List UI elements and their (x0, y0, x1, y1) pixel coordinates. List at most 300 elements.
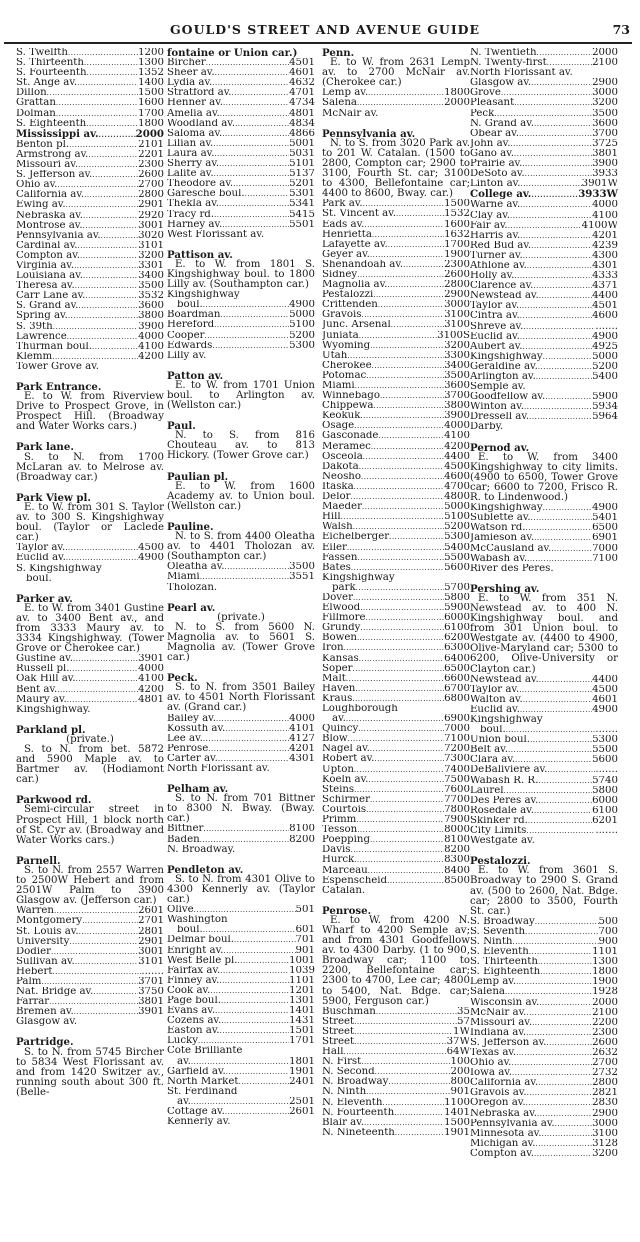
house-number: 601 (295, 925, 315, 936)
cross-street-name: Spring av. (16, 311, 68, 322)
cross-street-name: Wabash av. (470, 553, 528, 564)
house-number: 2800 (592, 1078, 618, 1089)
cross-street-name: av. (177, 1056, 191, 1067)
street-entry (167, 421, 315, 461)
street-entry (322, 48, 470, 119)
cross-street-row (16, 906, 164, 916)
leader-dots (200, 572, 289, 582)
cross-street-row (322, 765, 470, 775)
house-number: 57 (457, 1016, 470, 1027)
street-name: Parnell. (16, 854, 61, 867)
cross-street-name: Kossuth av. (167, 723, 226, 734)
cross-street-name: Neosho (322, 471, 361, 482)
cross-street-row (167, 744, 315, 754)
leader-dots (361, 1057, 450, 1067)
house-number: 3900 (138, 321, 164, 332)
leader-dots (395, 1128, 444, 1138)
leader-dots (80, 251, 138, 261)
leader-dots (535, 1139, 592, 1149)
house-number: 3200 (592, 1148, 618, 1159)
leader-dots (516, 977, 592, 987)
house-number: 2632 (592, 1048, 618, 1058)
cross-street-name: Mississippi av. (16, 128, 99, 140)
leader-dots (503, 422, 618, 432)
cross-street-name: Salena (470, 987, 505, 998)
cross-street-row (470, 1048, 618, 1058)
leader-dots (539, 675, 592, 685)
cross-street-name: N. Fourteenth (322, 1107, 395, 1118)
cross-street-name: Ohio av. (470, 1058, 512, 1069)
cross-street-name: Palm (16, 976, 42, 987)
house-number: 3933 (592, 169, 618, 180)
cross-street-row (16, 221, 164, 231)
cross-street-row (16, 200, 164, 210)
house-number: 3801 (138, 997, 164, 1008)
street-entry (322, 906, 470, 1138)
cross-street-row (322, 805, 470, 815)
cross-street-row (470, 513, 618, 523)
house-number: 4301 (289, 753, 315, 764)
cross-street-name: Des Peres av. (470, 795, 539, 806)
cross-street-row (16, 211, 164, 221)
house-number: 2100 (592, 58, 618, 69)
cross-street-name: Eiler (322, 542, 347, 553)
cross-street-name: boul. (177, 300, 203, 311)
leader-dots (222, 129, 289, 139)
house-number: 4900 (289, 300, 315, 311)
leader-dots (67, 332, 138, 342)
leader-dots (547, 58, 592, 68)
cross-street-name: Osceola (322, 451, 363, 462)
cross-street-name: Benton pl. (16, 139, 70, 150)
leader-dots (531, 513, 592, 523)
cross-street-name: Shenandoah av. (322, 259, 404, 270)
cross-street-row (167, 824, 315, 834)
cross-street-row (322, 442, 470, 452)
cross-street-row (322, 886, 470, 896)
cross-street-row (16, 916, 164, 926)
street-name: Penrose. (322, 904, 372, 917)
leader-dots (101, 231, 138, 241)
leader-dots (51, 947, 138, 957)
cross-street-row (167, 189, 315, 199)
house-number: 4400 (592, 674, 618, 685)
house-number: 1800 (444, 88, 470, 99)
house-number: 3400 (138, 271, 164, 282)
cross-street-name: Cardinal av. (16, 240, 78, 251)
leader-dots (355, 684, 444, 694)
house-number: 2800 (138, 190, 164, 201)
house-number: 4201 (289, 743, 315, 754)
cross-street-name: Fair av. (470, 220, 508, 231)
leader-dots (354, 1037, 446, 1047)
cross-street-name: Saloma av. (167, 128, 223, 139)
cross-street-name: Kingshighway. (16, 704, 91, 715)
cross-street-row (470, 564, 618, 574)
cross-street-row (470, 998, 618, 1008)
cross-street-row (167, 199, 315, 209)
cross-street-row (470, 1149, 618, 1159)
leader-dots (240, 290, 315, 300)
leader-dots (504, 786, 593, 796)
street-name: Patton av. (167, 369, 224, 382)
cross-street-row (167, 310, 315, 320)
cross-street-name: S. Jefferson av. (16, 170, 93, 181)
cross-street-name: Wisconsin av. (470, 997, 540, 1008)
cross-street-name: Lawrence (16, 331, 67, 342)
leader-dots (238, 1077, 289, 1087)
cross-street-name: Elwood (322, 603, 361, 614)
house-number: 6100 (592, 805, 618, 816)
leader-dots (346, 674, 444, 684)
house-number: 900 (598, 936, 618, 947)
street-description: S. to N. from 4301 Olive to 4300 Kennerly av. (Taylor car.) (167, 873, 315, 906)
leader-dots (347, 543, 444, 553)
cross-street-row (16, 68, 164, 78)
house-number: 4100 (592, 210, 618, 221)
cross-street-name: Pennsylvania av. (470, 1118, 555, 1129)
leader-dots (220, 1026, 289, 1036)
leader-dots (391, 320, 444, 330)
house-number: 8100 (289, 824, 315, 835)
leader-dots (519, 301, 592, 311)
leader-dots (52, 574, 164, 584)
cross-street-name: Sublette av. (470, 513, 531, 524)
cross-street-row (16, 231, 164, 241)
cross-street-row (322, 785, 470, 795)
leader-dots (198, 1036, 289, 1046)
cross-street-row (322, 209, 470, 219)
house-number: 4000 (592, 200, 618, 211)
house-number: 2000 (592, 997, 618, 1008)
cross-street-name: Texas av. (470, 1048, 517, 1058)
cross-street-row (470, 169, 618, 179)
cross-street-name: Taylor av. (16, 543, 66, 554)
house-number: 2801 (138, 926, 164, 937)
leader-dots (359, 462, 444, 472)
cross-street-name: Garesche boul. (167, 189, 245, 200)
leader-dots (538, 1078, 592, 1088)
street-name: Parker av. (16, 592, 73, 605)
cross-street-name: Henrietta (322, 229, 372, 240)
street-name: Peck. (167, 672, 198, 685)
leader-dots (356, 583, 444, 593)
leader-dots (225, 562, 290, 572)
cross-street-row (322, 603, 470, 613)
house-number: 901 (295, 945, 315, 956)
cross-street-row (167, 583, 315, 593)
cross-street-row (16, 301, 164, 311)
house-number: 5137 (289, 169, 315, 180)
cross-street-name: S. Jefferson av. (470, 1037, 547, 1048)
house-number: 1600 (444, 219, 470, 230)
cross-street-name: Fassen (322, 552, 358, 563)
house-number: 5400 (444, 542, 470, 553)
house-number: 2201 (138, 149, 164, 160)
house-number: 3500 (138, 281, 164, 292)
house-number: 4100 (444, 431, 470, 442)
house-number: 1W (453, 1026, 470, 1037)
house-number: 100 (450, 1057, 470, 1068)
street-entry (470, 443, 618, 574)
house-number: 5300 (444, 532, 470, 543)
house-number: 4400 (444, 451, 470, 462)
cross-street-name: Rosedale av. (470, 805, 535, 816)
leader-dots (543, 503, 592, 513)
cross-street-name: Theresa av. (16, 281, 75, 292)
cross-street-name: Bates (322, 562, 351, 573)
street-entry (16, 594, 164, 715)
cross-street-name: Farrar (16, 997, 50, 1008)
cross-street-row (167, 562, 315, 572)
column-4 (470, 48, 618, 1159)
house-number: 3801 (592, 148, 618, 159)
leader-dots (346, 714, 444, 724)
house-number: 8400 (444, 865, 470, 876)
cross-street-name: Eads av. (322, 219, 365, 230)
cross-street-row (470, 261, 618, 271)
cross-street-row (322, 391, 470, 401)
leader-dots (514, 98, 592, 108)
cross-street-row (470, 796, 618, 806)
street-entry (470, 856, 618, 1159)
street-name: Penn. (322, 47, 355, 59)
house-number: 5000 (289, 310, 315, 321)
street-description: E. to W. from 1701 Union boul. to Arlington av. (Wellston car.) (167, 379, 315, 412)
cross-street-row (167, 915, 315, 925)
leader-dots (215, 1006, 289, 1016)
leader-dots (395, 573, 470, 583)
street-name: Pauline. (167, 520, 214, 533)
page-header (0, 22, 640, 42)
cross-street-row (322, 482, 470, 492)
cross-street-name: Theodore av. (167, 179, 234, 190)
leader-dots (219, 976, 289, 986)
house-number: 4900 (592, 503, 618, 514)
cross-street-name: Cottage av. (167, 1107, 225, 1117)
cross-street-name: Park av. (322, 199, 363, 210)
cross-street-name: Stratford av. (167, 88, 232, 99)
leader-dots (57, 180, 138, 190)
cross-street-name: Crittenden (322, 300, 378, 311)
cross-street-name: N. Second (322, 1067, 375, 1078)
cross-street-row (167, 300, 315, 310)
cross-street-row (470, 947, 618, 957)
cross-street-name: S. Kingshighway (16, 563, 102, 574)
cross-street-name: Gustine av. (16, 654, 73, 665)
cross-street-row (470, 412, 618, 422)
leader-dots (523, 251, 592, 261)
leader-dots (370, 250, 444, 260)
leader-dots (356, 815, 444, 825)
cross-street-name: St. Louis av. (16, 926, 79, 937)
cross-street-row (167, 714, 315, 724)
leader-dots (353, 593, 444, 603)
house-number: 3000 (592, 88, 618, 99)
cross-street-name: Laurel (470, 785, 504, 796)
leader-dots (389, 532, 444, 542)
house-number: 1200 (138, 48, 164, 58)
cross-street-name: Jamieson av. (470, 533, 535, 544)
house-number: 1532 (444, 209, 470, 220)
cross-street-name: Gravois (322, 310, 362, 321)
house-number: 3701 (138, 976, 164, 987)
street-name: Pestalozzi. (470, 855, 531, 868)
cross-street-name: Blair av. (322, 1117, 365, 1128)
cross-street-row (167, 734, 315, 744)
cross-street-name: S. Grand av. (16, 301, 79, 312)
house-number: 5740 (592, 775, 618, 786)
street-entry (167, 784, 315, 855)
house-number: 5200 (289, 330, 315, 341)
cross-street-row (470, 48, 618, 58)
cross-street-name: Gravois av. (470, 1088, 527, 1099)
house-number: 8500 (444, 875, 470, 886)
house-number: 4127 (289, 733, 315, 744)
house-number: 1800 (592, 967, 618, 978)
street-entry (167, 865, 315, 1127)
house-number: 2200 (592, 1017, 618, 1028)
cross-street-name: N. Broadway. (167, 844, 236, 855)
cross-street-name: McNair av. (470, 1007, 527, 1018)
cross-street-row (322, 98, 470, 108)
leader-dots (538, 362, 592, 372)
leader-dots (54, 906, 138, 916)
cross-street-row (167, 78, 315, 88)
house-number: 8200 (289, 834, 315, 845)
house-number: 4201 (592, 230, 618, 241)
leader-dots (238, 956, 290, 966)
cross-street-name: Cooper (167, 330, 205, 341)
cross-street-row (470, 735, 618, 745)
cross-street-name: Enright av. (167, 945, 224, 956)
street-description: S. to N. from bet. 5872 and 5900 Maple av. to Bartmer av. (Hodiamont car.) (16, 744, 164, 786)
leader-dots (76, 674, 138, 684)
house-number: 4800 (444, 492, 470, 503)
cross-street-row (16, 543, 164, 553)
cross-street-row (16, 48, 164, 58)
house-number: 6200 (444, 633, 470, 644)
cross-street-name: Kraus (322, 693, 353, 704)
cross-street-row (16, 937, 164, 947)
leader-dots (363, 199, 444, 209)
cross-street-row (322, 220, 470, 230)
cross-street-row (16, 987, 164, 997)
house-number: 1101 (592, 947, 618, 958)
house-number: 5001 (289, 138, 315, 149)
cross-street-row (322, 815, 470, 825)
cross-street-row (470, 231, 618, 241)
cross-street-row (322, 512, 470, 522)
cross-street-name: DeSoto av. (470, 169, 525, 180)
street-description: N. to S. from 816 Chouteau av. to 813 Hickory. (Tower Grove car.) (167, 430, 315, 462)
cross-street-row (322, 88, 470, 98)
leader-dots (214, 169, 289, 179)
street-entry (16, 856, 164, 1028)
house-number: 1001 (289, 955, 315, 966)
house-number: 1700 (138, 108, 164, 119)
leader-dots (237, 1087, 315, 1097)
cross-street-row (322, 502, 470, 512)
leader-dots (531, 189, 578, 200)
cross-street-row (470, 957, 618, 967)
cross-street-name: Cherokee (322, 360, 372, 371)
house-number: 3800 (444, 401, 470, 412)
cross-street-name: Glasgow av. (470, 78, 532, 89)
leader-dots (203, 925, 296, 935)
leader-dots (537, 1109, 592, 1119)
cross-street-name: Carr Lane av. (16, 291, 86, 302)
cross-street-row (470, 68, 618, 78)
house-number: 37W (446, 1037, 470, 1047)
cross-street-name: Euclid av. (470, 331, 520, 342)
street-description: S. to N. from 3501 Bailey av. to 4501 North Florissant av. (Grand car.) (167, 682, 315, 714)
cross-street-row (470, 987, 618, 997)
cross-street-name: Itaska (322, 481, 354, 492)
leader-dots (354, 785, 444, 795)
house-number: 7800 (444, 804, 470, 815)
cross-street-row (322, 361, 470, 371)
cross-street-row (16, 352, 164, 362)
house-number: 3200 (592, 98, 618, 109)
cross-street-name: Hill (322, 512, 341, 523)
street-description: E. to W. from 1801 S. Kingshighway boul. to 1800 Lilly av. (Southampton car.) (167, 258, 315, 291)
house-number: 3551 (289, 572, 315, 583)
street-name: Pennsylvania av. (322, 127, 416, 140)
cross-street-row (470, 755, 618, 765)
cross-street-row (470, 241, 618, 251)
house-number: 2800 (444, 280, 470, 291)
cross-street-row (470, 1109, 618, 1119)
street-note: (private.) (217, 611, 265, 623)
cross-street-row (470, 836, 618, 846)
leader-dots (69, 140, 138, 150)
street-entry (16, 795, 164, 845)
cross-street-row (322, 1027, 470, 1037)
leader-dots (378, 431, 444, 441)
cross-street-row (470, 1119, 618, 1129)
cross-street-row (322, 1037, 470, 1047)
cross-street-name: Linton av. (470, 179, 521, 190)
cross-street-name: Upton (322, 764, 354, 775)
house-number: 4301 (592, 260, 618, 271)
leader-dots (538, 796, 592, 806)
cross-street-row (167, 58, 315, 68)
house-number: 7600 (444, 784, 470, 795)
cross-street-row (322, 553, 470, 563)
leader-dots (515, 755, 592, 765)
house-number: 4300 (592, 250, 618, 261)
cross-street-row (322, 1077, 470, 1087)
cross-street-name: Henner av. (167, 98, 224, 109)
cross-street-name: Euclid av. (16, 553, 66, 564)
cross-street-row (167, 986, 315, 996)
leader-dots (376, 1007, 457, 1017)
cross-street-name: Dodier (16, 946, 51, 957)
cross-street-row (470, 1068, 618, 1078)
cross-street-name: Geraldine av. (470, 361, 538, 372)
cross-street-name: Maury av. (16, 694, 67, 705)
cross-street-row (16, 281, 164, 291)
house-number: 3100S (437, 330, 470, 341)
leader-dots (212, 78, 289, 88)
leader-dots (357, 633, 444, 643)
house-number: 1801 (289, 1056, 315, 1067)
cross-street-row (470, 977, 618, 987)
house-number: 8300 (444, 855, 470, 866)
cross-street-row (16, 241, 164, 251)
cross-street-name: Belt av. (470, 745, 508, 756)
